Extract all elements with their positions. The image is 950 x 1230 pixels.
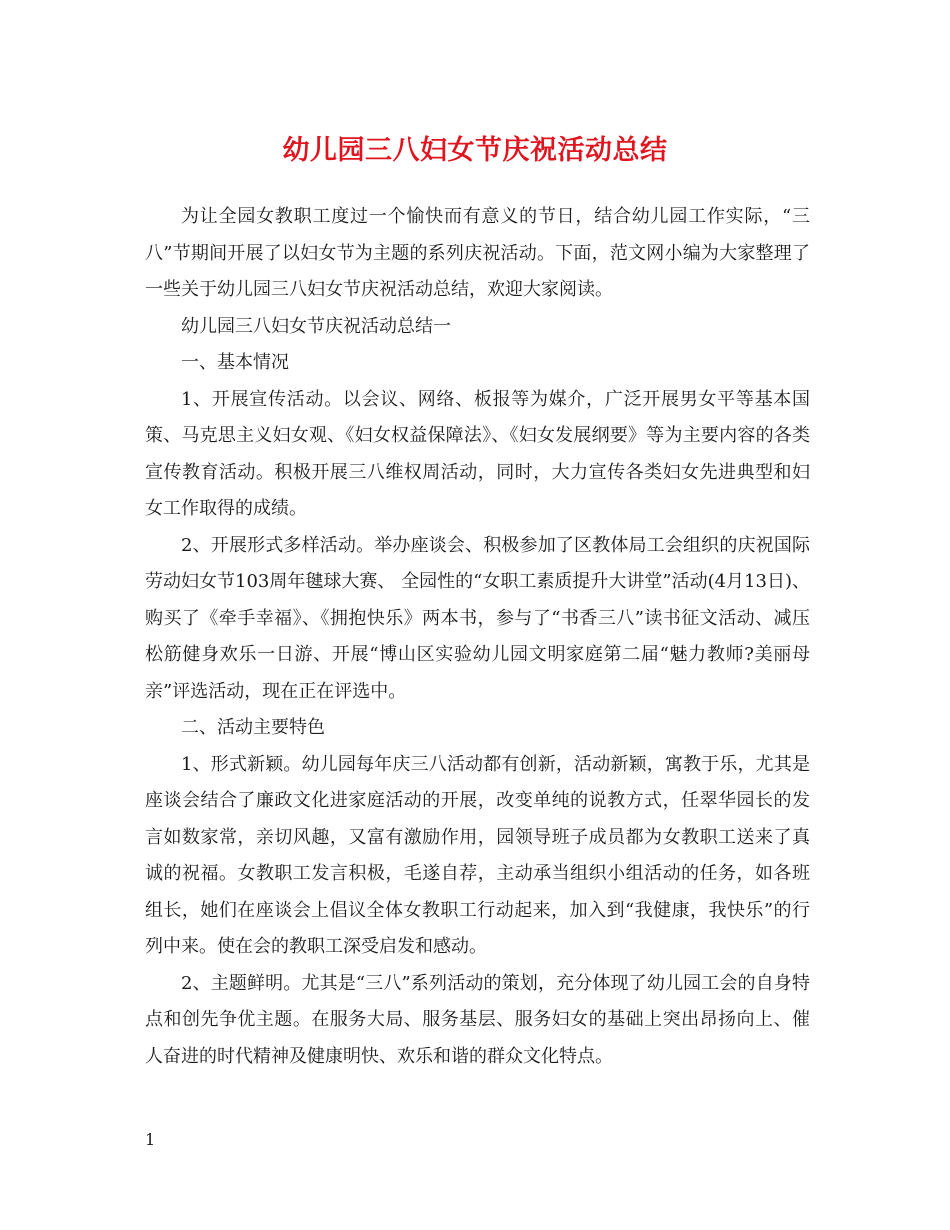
- paragraph-diverse-activities: 2、开展形式多样活动。举办座谈会、积极参加了区教体局工会组织的庆祝国际劳动妇女节103周年毽球大赛、 全园性的“女职工素质提升大讲堂”活动(4月13日)、购买了《牵手幸福》、《拥抱快乐》两本书，参与了“书香三八”读书征文活动、减压松筋健身欢乐一日游、开展“博山区实验幼儿园文明家庭第二届“魅力教师?美丽母亲”评选活动，现在正在评选中。: [145, 534, 810, 702]
- section-heading-basic-situation: 一、基本情况: [181, 352, 289, 373]
- section-heading-summary-one: 幼儿园三八妇女节庆祝活动总结一: [181, 315, 451, 337]
- document-body: [145, 199, 810, 1075]
- paragraph-clear-theme: 2、主题鲜明。尤其是“三八”系列活动的策划，充分体现了幼儿园工会的自身特点和创先争优主题。在服务大局、服务基层、服务妇女的基础上突出昂扬向上、催人奋进的时代精神及健康明快、欢乐和谐的群众文化特点。: [145, 972, 810, 1067]
- paragraph-novel-format: 1、形式新颖。幼儿园每年庆三八活动都有创新，活动新颖，寓教于乐，尤其是座谈会结合了廉政文化进家庭活动的开展，改变单纯的说教方式，任翠华园长的发言如数家常，亲切风趣，又富有激励作用，园领导班子成员都为女教职工送来了真诚的祝福。女教职工发言积极，毛遂自荐，主动承当组织小组活动的任务，如各班组长，她们在座谈会上倡议全体女教职工行动起来，加入到“我健康，我快乐”的行列中来。使在会的教职工深受启发和感动。: [145, 753, 810, 957]
- page-number: 1: [145, 1130, 156, 1149]
- intro-paragraph: 为让全园女教职工度过一个愉快而有意义的节日，结合幼儿园工作实际，“三八”节期间开展了以妇女节为主题的系列庆祝活动。下面，范文网小编为大家整理了一些关于幼儿园三八妇女节庆祝活动总结，欢迎大家阅读。: [145, 206, 810, 300]
- paragraph-publicity-activities: 1、开展宣传活动。以会议、网络、板报等为媒介，广泛开展男女平等基本国策、马克思主义妇女观、《妇女权益保障法》、《妇女发展纲要》等为主要内容的各类宣传教育活动。积极开展三八维权周活动，同时，大力宣传各类妇女先进典型和妇女工作取得的成绩。: [145, 388, 810, 519]
- section-heading-main-features: 二、活动主要特色: [181, 717, 325, 738]
- document-title: 幼儿园三八妇女节庆祝活动总结: [282, 135, 668, 166]
